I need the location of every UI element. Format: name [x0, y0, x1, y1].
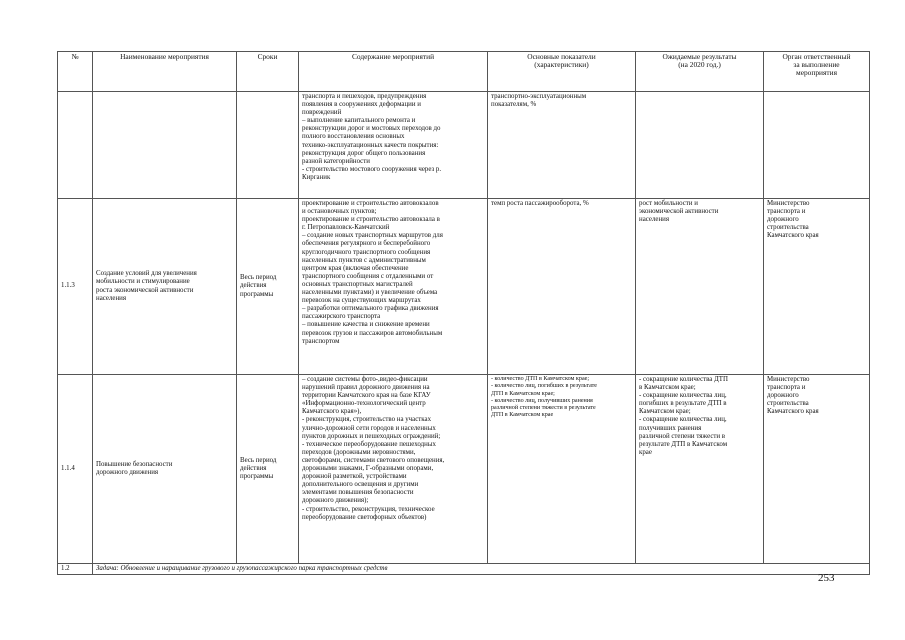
cell-name: Повышение безопасности дорожного движения — [93, 375, 237, 564]
cell-period — [237, 92, 299, 199]
table-row-1-1-4 — [58, 375, 870, 564]
cell-name — [93, 92, 237, 199]
header-period: Сроки — [237, 52, 299, 92]
header-indicators: Основные показатели (характеристики) — [488, 52, 636, 92]
cell-responsible: Министерство транспорта и дорожного строительства Камчатского края — [764, 375, 870, 564]
cell-indicators: транспортно-эксплуатационным показателям, % — [488, 92, 636, 199]
table-row-1-1-3 — [58, 199, 870, 375]
table-row-task-1-2 — [58, 564, 870, 575]
cell-number — [58, 92, 93, 199]
cell-indicators: темп роста пассажирооборота, % — [488, 199, 636, 375]
cell-results: рост мобильности и экономической активности населения — [636, 199, 764, 375]
cell-content: – создание системы фото-,видео-фиксации нарушений правил дорожного движения на территории Камчатского края на базе КГАУ «Информационно-технологический центр Камчатского края»), - реконструкция, строительство на участках улично-дорожной сети городов и населенных пунктов дорожных и пешеходных ограждений; - техническое переоборудование пешеходных переходов (дорожными неровностями, светофорами, системами светового оповещения, дорожными знаками, Г-образными опорами, дорожной разметкой, устройствами дополнительного освещения и другими элементами повышения безопасности дорожного движения); - строительство, реконструкция, техническое переоборудование светофорных объектов) — [299, 375, 488, 564]
table-row-continuation — [58, 92, 870, 199]
cell-period: Весь период действия программы — [237, 375, 299, 564]
cell-indicators: - количество ДТП в Камчатском крае; - количество лиц, погибших в результате ДТП в Камчатском крае; - количество лиц, получивших ранения различной степени тяжести в результате ДТП в Камчатском крае — [488, 375, 636, 564]
task-text: Задача: Обновление и наращивание грузового и грузопассажирского парка транспортных средств — [93, 564, 870, 575]
cell-number: 1.1.3 — [58, 199, 93, 375]
header-name: Наименование мероприятия — [93, 52, 237, 92]
cell-number: 1.2 — [58, 564, 93, 575]
cell-responsible: Министерство транспорта и дорожного строительства Камчатского края — [764, 199, 870, 375]
cell-results: - сокращение количества ДТП в Камчатском крае; - сокращение количества лиц, погибших в результате ДТП в Камчатском крае; - сокращение количества лиц, получивших ранения различной степени тяжести в результате ДТП в Камчатском крае — [636, 375, 764, 564]
cell-number: 1.1.4 — [58, 375, 93, 564]
cell-content: проектирование и строительство автовокзалов и остановочных пунктов; проектирование и строительство автовокзала в г. Петропавловск-Камчатский – создание новых транспортных маршрутов для обеспечения регулярного и бесперебойного круглогодичного транспортного сообщения населенных пунктов с административным центром края (включая обеспечение транспортного сообщения с отдаленными от основных транспортных магистралей населенными пунктами) и увеличение объема перевозок на существующих маршрутах – разработки оптимального графика движения пассажирского транспорта – повышение качества и снижение времени перевозок грузов и пассажиров автомобильным транспортом — [299, 199, 488, 375]
cell-period: Весь период действия программы — [237, 199, 299, 375]
cell-results — [636, 92, 764, 199]
page-number: 253 — [818, 572, 835, 584]
header-results: Ожидаемые результаты (на 2020 год.) — [636, 52, 764, 92]
header-responsible: Орган ответственный за выполнение мероприятия — [764, 52, 870, 92]
header-number: № — [58, 52, 93, 92]
cell-content: транспорта и пешеходов, предупреждения появления в сооружениях деформации и повреждений – выполнение капитального ремонта и реконструкции дорог и мостовых переходов до полного восстановления основных технико-эксплуатационных качеств покрытия: реконструкция дорог общего пользования разной категорийности - строительство мостового сооружения через р. Кирганик — [299, 92, 488, 199]
cell-responsible — [764, 92, 870, 199]
header-content: Содержание мероприятий — [299, 52, 488, 92]
measures-table — [57, 51, 870, 575]
table-header-row — [58, 52, 870, 92]
cell-name: Создание условий для увеличения мобильности и стимулирование роста экономической активности населения — [93, 199, 237, 375]
